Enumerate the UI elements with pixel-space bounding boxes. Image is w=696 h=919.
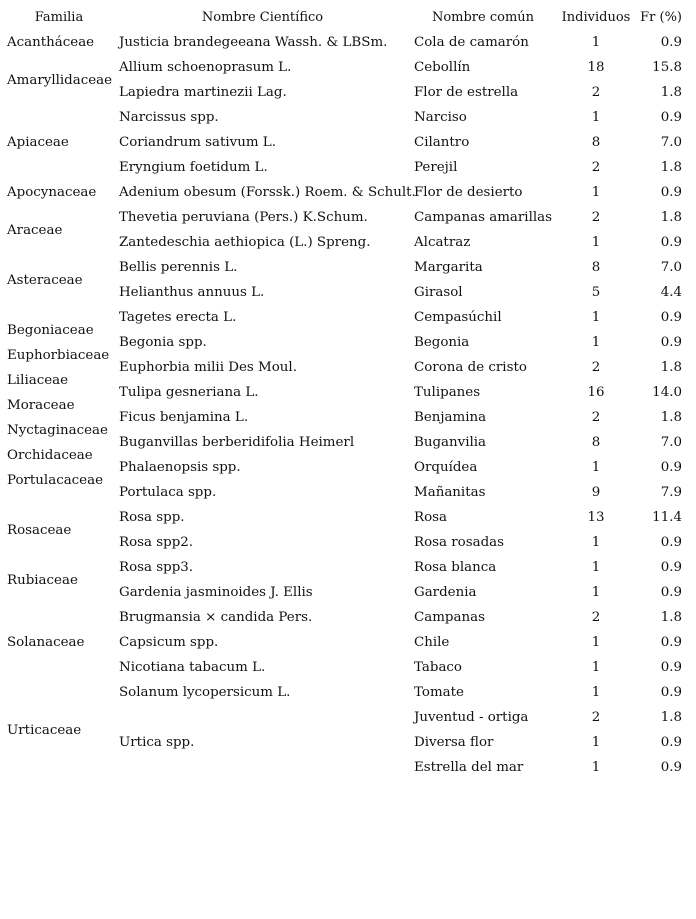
frequency-cell: 7.0 [660,135,682,150]
scientific-name-cell: Helianthus annuus L. [119,285,265,300]
common-name-cell: Benjamina [414,410,487,425]
common-name-cell: Chile [414,635,450,650]
frequency-cell: 7.0 [660,260,682,275]
family-label: Araceae [7,222,63,238]
family-label: Asteraceae [7,272,83,288]
scientific-name-cell: Buganvillas berberidifolia Heimerl [119,435,355,450]
scientific-name-cell: Euphorbia milii Des Moul. [119,360,297,375]
scientific-name-cell: Adenium obesum (Forssk.) Roem. & Schult. [119,185,416,200]
family-label: Begoniaceae [7,322,94,338]
individuals-cell: 1 [591,560,601,575]
individuals-cell: 1 [591,185,601,200]
family-label: Rubiaceae [7,572,78,588]
common-name-cell: Rosa blanca [414,560,497,575]
individuals-cell: 16 [587,385,605,400]
family-label: Apiaceae [7,135,69,150]
individuals-cell: 1 [591,685,601,700]
scientific-name-cell: Urtica spp. [119,735,195,750]
common-name-cell: Cebollín [414,60,471,75]
individuals-cell: 1 [591,460,601,475]
common-name-cell: Girasol [414,285,463,300]
frequency-cell: 0.9 [660,660,682,675]
table-row [0,230,696,255]
common-name-cell: Orquídea [414,460,478,475]
individuals-cell: 2 [591,410,601,425]
individuals-cell: 13 [587,510,605,525]
individuals-cell: 1 [591,660,601,675]
scientific-name-cell: Narcissus spp. [119,110,219,125]
scientific-name-cell: Allium schoenoprasum L. [119,60,292,75]
header-fr: Fr (%) [640,10,682,25]
individuals-cell: 8 [591,260,601,275]
individuals-cell: 2 [591,85,601,100]
individuals-cell: 1 [591,335,601,350]
table-row [0,255,696,280]
table-row [0,355,696,380]
family-label: Euphorbiaceae [7,347,110,363]
individuals-cell: 8 [591,135,601,150]
table-row [0,530,696,555]
family-label: Moraceae [7,397,75,413]
frequency-cell: 7.9 [660,485,682,500]
common-name-cell: Narciso [414,110,467,125]
table-row [0,480,696,505]
individuals-cell: 18 [587,60,605,75]
common-name-cell: Cola de camarón [414,35,529,50]
individuals-cell: 1 [591,585,601,600]
frequency-cell: 0.9 [660,35,682,50]
common-name-cell: Flor de desierto [414,185,523,200]
frequency-cell: 0.9 [660,185,682,200]
family-label: Urticaceae [7,722,82,738]
common-name-cell: Tabaco [414,660,462,675]
table-row [0,105,696,130]
table-row [0,455,696,480]
individuals-cell: 1 [591,35,601,50]
individuals-cell: 2 [591,360,601,375]
scientific-name-cell: Lapiedra martinezii Lag. [119,85,287,100]
common-name-cell: Tomate [414,685,464,700]
scientific-name-cell: Zantedeschia aethiopica (L.) Spreng. [119,235,371,250]
family-label: Rosaceae [7,522,72,538]
frequency-cell: 0.9 [660,585,682,600]
frequency-cell: 7.0 [660,435,682,450]
individuals-cell: 2 [591,210,601,225]
individuals-cell: 5 [591,285,601,300]
frequency-cell: 0.9 [660,635,682,650]
family-label: Nyctaginaceae [7,422,108,438]
common-name-cell: Cilantro [414,135,470,150]
scientific-name-cell: Rosa spp3. [119,560,194,575]
common-name-cell: Begonia [414,335,470,350]
scientific-name-cell: Capsicum spp. [119,635,219,650]
common-name-cell: Alcatraz [414,235,471,250]
common-name-cell: Estrella del mar [414,760,524,775]
frequency-cell: 0.9 [660,685,682,700]
scientific-name-cell: Brugmansia × candida Pers. [119,610,313,625]
common-name-cell: Campanas amarillas [414,210,552,225]
scientific-name-cell: Nicotiana tabacum L. [119,660,266,675]
scientific-name-cell: Tulipa gesneriana L. [119,385,259,400]
scientific-name-cell: Ficus benjamina L. [119,410,249,425]
species-table [0,5,696,780]
frequency-cell: 1.8 [660,210,682,225]
scientific-name-cell: Justicia brandegeeana Wassh. & LBSm. [119,35,388,50]
frequency-cell: 0.9 [660,310,682,325]
table-row [0,605,696,630]
table-row [0,30,696,55]
table-row [0,430,696,455]
scientific-name-cell: Bellis perennis L. [119,260,238,275]
table-row [0,155,696,180]
scientific-name-cell: Portulaca spp. [119,485,217,500]
table-row [0,130,696,155]
individuals-cell: 1 [591,760,601,775]
scientific-name-cell: Tagetes erecta L. [119,310,237,325]
frequency-cell: 0.9 [660,460,682,475]
common-name-cell: Flor de estrella [414,85,519,100]
frequency-cell: 4.4 [660,285,682,300]
individuals-cell: 2 [591,710,601,725]
frequency-cell: 0.9 [660,560,682,575]
frequency-cell: 0.9 [660,110,682,125]
table-row [0,205,696,230]
individuals-cell: 1 [591,235,601,250]
header-nombre-cientifico: Nombre Científico [201,10,324,25]
table-row [0,405,696,430]
frequency-cell: 1.8 [660,410,682,425]
common-name-cell: Diversa flor [414,735,494,750]
scientific-name-cell: Gardenia jasminoides J. Ellis [119,585,313,600]
table-row [0,580,696,605]
individuals-cell: 2 [591,160,601,175]
table-header [0,5,696,30]
individuals-cell: 2 [591,610,601,625]
table-row [0,730,696,755]
table-row [0,380,696,405]
common-name-cell: Rosa rosadas [414,535,505,550]
common-name-cell: Perejil [414,160,458,175]
table-row [0,80,696,105]
family-label: Acantháceae [7,35,95,50]
family-label: Liliaceae [7,372,69,388]
table-row [0,330,696,355]
table-row [0,680,696,705]
header-familia: Familia [34,10,84,25]
scientific-name-cell: Rosa spp. [119,510,185,525]
table-row [0,505,696,530]
table-row [0,305,696,330]
table-body [0,30,696,780]
common-name-cell: Juventud - ortiga [414,710,529,725]
family-label: Portulacaceae [7,472,104,488]
frequency-cell: 11.4 [652,510,682,525]
frequency-cell: 1.8 [660,610,682,625]
common-name-cell: Margarita [414,260,483,275]
common-name-cell: Mañanitas [414,485,486,500]
frequency-cell: 1.8 [660,710,682,725]
frequency-cell: 0.9 [660,235,682,250]
table-row [0,555,696,580]
table-row [0,55,696,80]
individuals-cell: 1 [591,635,601,650]
table-row [0,630,696,655]
family-label: Orchidaceae [7,447,93,463]
family-label: Apocynaceae [7,185,97,200]
scientific-name-cell: Eryngium foetidum L. [119,160,268,175]
common-name-cell: Cempasúchil [414,310,502,325]
individuals-cell: 1 [591,735,601,750]
header-nombre-comun: Nombre común [431,10,535,25]
table-row [0,705,696,730]
common-name-cell: Rosa [414,510,447,525]
common-name-cell: Gardenia [414,585,477,600]
common-name-cell: Campanas [414,610,485,625]
table-row [0,655,696,680]
scientific-name-cell: Coriandrum sativum L. [119,135,276,150]
frequency-cell: 0.9 [660,760,682,775]
frequency-cell: 0.9 [660,535,682,550]
individuals-cell: 1 [591,110,601,125]
table-row [0,280,696,305]
scientific-name-cell: Solanum lycopersicum L. [119,685,291,700]
common-name-cell: Buganvilia [414,435,487,450]
frequency-cell: 0.9 [660,735,682,750]
frequency-cell: 15.8 [652,60,682,75]
frequency-cell: 1.8 [660,160,682,175]
individuals-cell: 1 [591,310,601,325]
common-name-cell: Tulipanes [414,385,481,400]
individuals-cell: 9 [591,485,601,500]
header-individuos: Individuos [561,10,631,25]
scientific-name-cell: Thevetia peruviana (Pers.) K.Schum. [119,210,368,225]
table-row [0,180,696,205]
frequency-cell: 1.8 [660,85,682,100]
table-row [0,755,696,780]
scientific-name-cell: Rosa spp2. [119,535,194,550]
individuals-cell: 1 [591,535,601,550]
scientific-name-cell: Phalaenopsis spp. [119,460,241,475]
family-label: Solanaceae [7,635,85,650]
frequency-cell: 0.9 [660,335,682,350]
family-label: Amaryllidaceae [7,72,113,88]
frequency-cell: 14.0 [652,385,682,400]
common-name-cell: Corona de cristo [414,360,527,375]
individuals-cell: 8 [591,435,601,450]
frequency-cell: 1.8 [660,360,682,375]
scientific-name-cell: Begonia spp. [119,335,207,350]
